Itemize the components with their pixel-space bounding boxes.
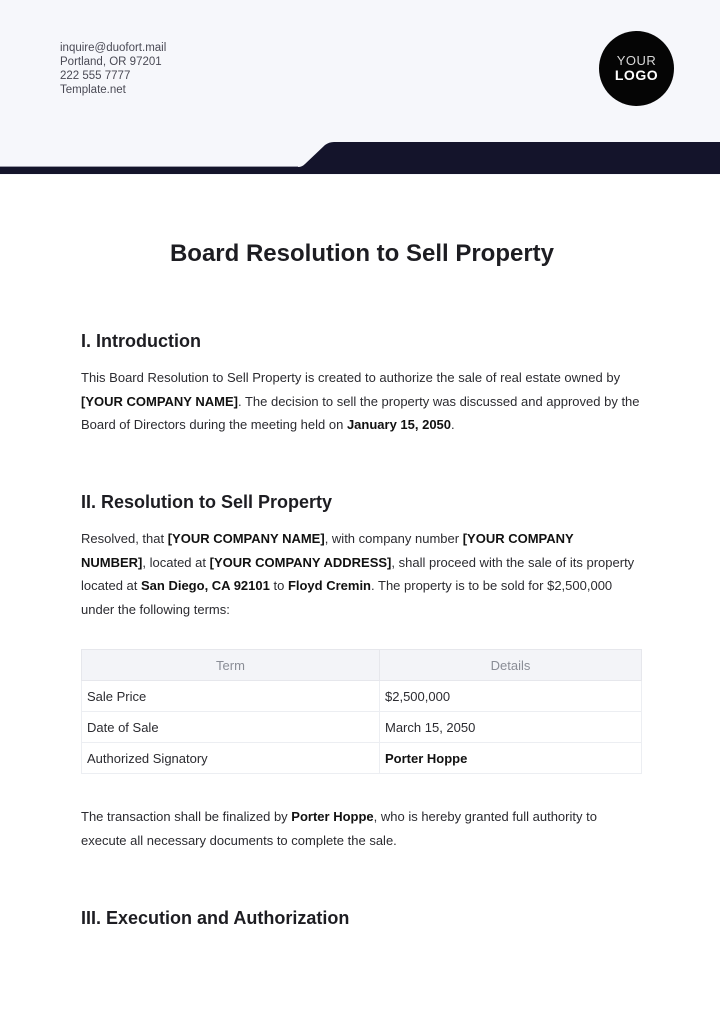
- section-heading-resolution: II. Resolution to Sell Property: [81, 492, 333, 512]
- closing-paragraph: The transaction shall be finalized by Porter Hoppe, who is hereby granted full authority to execute all necessary documents to complete the sale.: [81, 809, 597, 848]
- table-row: [82, 712, 642, 743]
- section-heading-introduction: I. Introduction: [81, 331, 201, 351]
- logo-line-2: LOGO: [614, 67, 659, 83]
- details-cell: March 15, 2050: [380, 712, 642, 743]
- term-cell: Sale Price: [82, 681, 380, 712]
- term-cell: Authorized Signatory: [82, 743, 380, 774]
- company-address-placeholder: [YOUR COMPANY ADDRESS]: [209, 554, 392, 570]
- column-header-term: Term: [82, 650, 380, 681]
- column-header-details: Details: [380, 650, 642, 681]
- section-heading-execution: III. Execution and Authorization: [81, 908, 350, 928]
- details-cell: $2,500,000: [380, 681, 642, 712]
- property-location: San Diego, CA 92101: [141, 578, 270, 593]
- contact-website: Template.net: [60, 84, 126, 96]
- table-row: [82, 681, 642, 712]
- contact-email: inquire@duofort.mail: [60, 42, 167, 54]
- company-number-placeholder: [YOUR COMPANY NUMBER]: [81, 531, 574, 570]
- letterhead: [0, 0, 720, 175]
- company-name-placeholder: [YOUR COMPANY NAME]: [167, 531, 325, 546]
- introduction-paragraph: This Board Resolution to Sell Property is created to authorize the sale of real estate owned by [YOUR COMPANY NAME]. The decision to sell the property was discussed and approved by the Board of Directors during the meeting held on January 15, 2050.: [81, 370, 640, 432]
- company-name-placeholder: [YOUR COMPANY NAME]: [81, 393, 238, 409]
- table-row: [82, 743, 642, 774]
- contact-address: Portland, OR 97201: [60, 56, 162, 68]
- term-cell: Date of Sale: [82, 712, 380, 743]
- meeting-date: January 15, 2050: [346, 417, 452, 432]
- document-title: Board Resolution to Sell Property: [169, 240, 555, 267]
- logo-line-1: YOUR: [616, 53, 657, 68]
- terms-table: [81, 649, 642, 774]
- resolution-paragraph: Resolved, that [YOUR COMPANY NAME], with company number [YOUR COMPANY NUMBER], located at [YOUR COMPANY ADDRESS], shall proceed with the sale of its property located at San Diego, CA 92101 to Floyd Cremin. The property is to be sold for $2,500,000 under the following terms:: [81, 531, 635, 617]
- table-header-row: [82, 650, 642, 681]
- header-band-decoration: [0, 140, 720, 175]
- company-logo: [599, 31, 674, 106]
- signatory-name: Porter Hoppe: [291, 809, 374, 824]
- contact-info: [60, 41, 166, 97]
- buyer-name: Floyd Cremin: [287, 578, 372, 593]
- details-cell: Porter Hoppe: [380, 743, 642, 774]
- contact-phone: 222 555 7777: [60, 70, 131, 82]
